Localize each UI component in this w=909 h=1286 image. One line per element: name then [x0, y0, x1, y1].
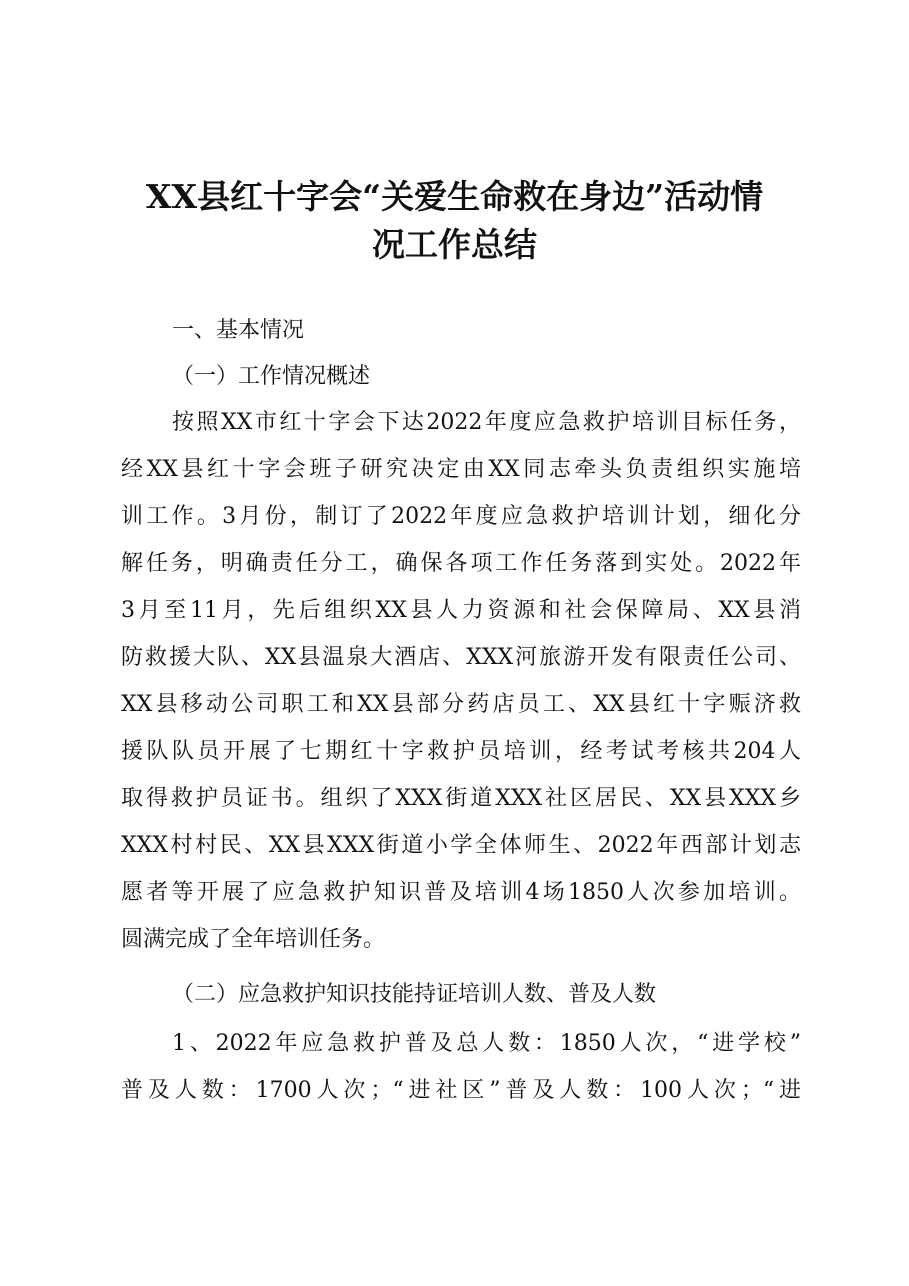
paragraph-line: 取得救护员证书。组织了XXX街道XXX社区居民、XX县XXX乡 [121, 786, 801, 811]
paragraph-line: 3月至11月，先后组织XX县人力资源和社会保障局、XX县消 [121, 598, 801, 623]
document-title-line-2: 况工作总结 [372, 225, 537, 264]
paragraph-line: 1、2022年应急救护普及总人数：1850人次，“进学校” [172, 1031, 801, 1056]
paragraph-line: 圆满完成了全年培训任务。 [121, 927, 386, 952]
paragraph-line: 解任务，明确责任分工，确保各项工作任务落到实处。2022年 [121, 551, 801, 576]
paragraph-line: 训工作。3月份，制订了2022年度应急救护培训计划，细化分 [121, 504, 801, 529]
paragraph-line: 愿者等开展了应急救护知识普及培训4场1850人次参加培训。 [121, 880, 801, 905]
paragraph-line: XX县移动公司职工和XX县部分药店员工、XX县红十字赈济救 [121, 692, 801, 717]
paragraph-line: 普及人数：1700人次；“进社区”普及人数：100人次；“进 [121, 1078, 801, 1103]
subsection-heading-training-counts: （二）应急救护知识技能持证培训人数、普及人数 [172, 982, 657, 1007]
section-heading-basic: 一、基本情况 [172, 318, 305, 343]
paragraph-line: 按照XX市红十字会下达2022年度应急救护培训目标任务， [172, 410, 801, 435]
paragraph-line: XXX村村民、XX县XXX街道小学全体师生、2022年西部计划志 [121, 833, 801, 858]
paragraph-line: 防救援大队、XX县温泉大酒店、XXX河旅游开发有限责任公司、 [121, 645, 801, 670]
subsection-heading-overview: （一）工作情况概述 [172, 364, 371, 389]
paragraph-line: 经XX县红十字会班子研究决定由XX同志牵头负责组织实施培 [121, 457, 801, 482]
paragraph-line: 援队队员开展了七期红十字救护员培训，经考试考核共204人 [121, 739, 801, 764]
document-title-line-1: XX县红十字会“关爱生命救在身边”活动情 [145, 177, 764, 216]
